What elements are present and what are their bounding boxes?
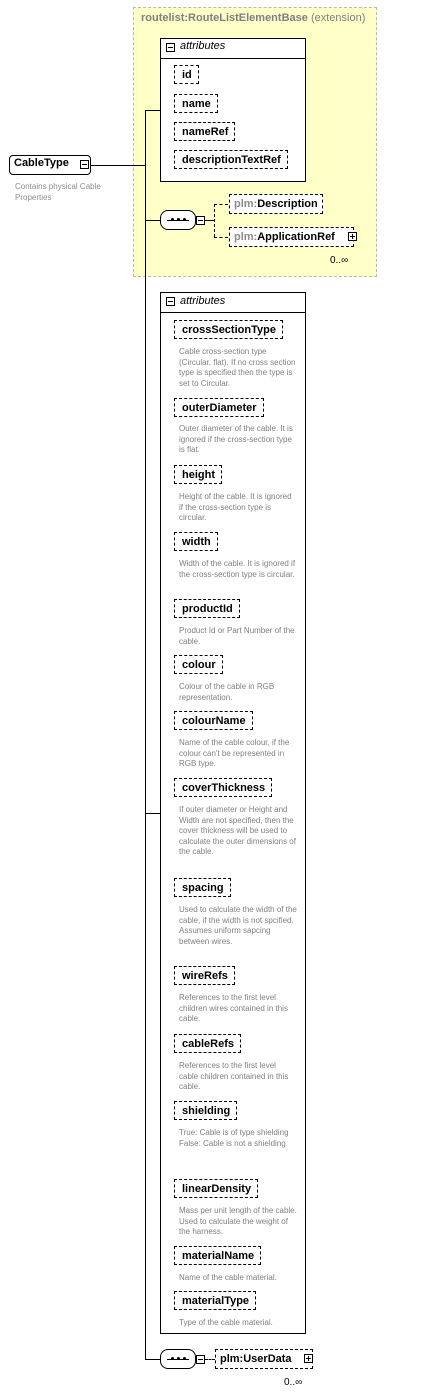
- attribute-descriptiontextref[interactable]: descriptionTextRef: [174, 150, 288, 169]
- attribute-description: Outer diameter of the cable. It is ignored if the cross-section type is flat.: [179, 424, 293, 454]
- connector: [145, 813, 160, 814]
- attribute-wirerefs[interactable]: wireRefs: [174, 966, 235, 985]
- attribute-materialtype[interactable]: materialType: [174, 1291, 256, 1310]
- connector: [145, 220, 160, 221]
- attribute-name[interactable]: name: [174, 94, 218, 113]
- cabletype-element[interactable]: [9, 155, 91, 175]
- attribute-description: Cable cross-section type (Circular, flat). If no cross section type is specified then the type is set to Circular.: [179, 347, 296, 388]
- sequence-compositor: [160, 1349, 196, 1369]
- connector: [205, 1359, 215, 1360]
- attribute-id[interactable]: id: [174, 65, 199, 84]
- header-divider: [160, 58, 306, 59]
- namespace-prefix: plm:: [220, 1353, 244, 1365]
- attribute-productid[interactable]: productId: [174, 599, 240, 618]
- attribute-coverthickness[interactable]: coverThickness: [174, 778, 272, 797]
- attribute-description: Width of the cable. It is ignored if the cross-section type is circular.: [179, 559, 296, 579]
- attribute-crosssectiontype[interactable]: crossSectionType: [174, 320, 283, 339]
- attribute-description: True: Cable is of type shielding False: Cable is not a shielding: [179, 1128, 289, 1148]
- attribute-description: Type of the cable material.: [179, 1318, 273, 1327]
- attributes-header: attributes: [180, 295, 226, 307]
- expand-icon[interactable]: [348, 232, 357, 241]
- header-divider: [160, 312, 306, 313]
- attribute-cablerefs[interactable]: cableRefs: [174, 1034, 241, 1053]
- collapse-icon[interactable]: [166, 297, 175, 306]
- connector: [90, 165, 146, 166]
- attribute-description: Mass per unit length of the cable. Used to calculate the weight of the harness.: [179, 1206, 297, 1236]
- attribute-description: Used to calculate the width of the cable, if the width is not spcified. Assumes uniform sapcing between wires.: [179, 905, 297, 946]
- extension-title: [141, 12, 365, 24]
- element-description[interactable]: [229, 194, 323, 214]
- collapse-icon[interactable]: [166, 43, 175, 52]
- element-name: Description: [257, 198, 318, 210]
- attribute-shielding[interactable]: shielding: [174, 1101, 237, 1120]
- attribute-height[interactable]: height: [174, 465, 222, 484]
- connector: [145, 110, 160, 111]
- attribute-description: If outer diameter or Height and Width are not specified, then the cover thickness will be used to calculate the outer dimensions of the cable.: [179, 805, 296, 856]
- cabletype-description: Contains physical Cable Properties: [15, 182, 101, 202]
- connector: [214, 204, 215, 237]
- connector: [214, 237, 228, 238]
- connector: [214, 204, 228, 205]
- namespace-prefix: plm:: [234, 231, 258, 243]
- cabletype-label: CableType: [14, 157, 69, 169]
- attribute-description: Product Id or Part Number of the cable.: [179, 626, 295, 646]
- attribute-description: Height of the cable. It is ignored if the cross-section type is circular.: [179, 492, 292, 522]
- element-applicationref[interactable]: [229, 227, 354, 247]
- attribute-description: Name of the cable material.: [179, 1273, 277, 1282]
- attribute-materialname[interactable]: materialName: [174, 1246, 261, 1265]
- attribute-nameref[interactable]: nameRef: [174, 122, 235, 141]
- attribute-description: Colour of the cable in RGB representation.: [179, 682, 275, 702]
- attribute-outerdiameter[interactable]: outerDiameter: [174, 398, 264, 417]
- attribute-description: References to the first level children wires contained in this cable.: [179, 993, 288, 1023]
- cardinality: 0..∞: [330, 255, 349, 266]
- attribute-lineardensity[interactable]: linearDensity: [174, 1179, 258, 1198]
- connector: [205, 220, 214, 221]
- cardinality: 0..∞: [284, 1377, 303, 1388]
- namespace-prefix: plm:: [234, 198, 258, 210]
- trunk-line: [145, 110, 146, 1360]
- expand-icon[interactable]: [304, 1354, 313, 1363]
- attribute-description: References to the first level cable children contained in this cable.: [179, 1061, 289, 1091]
- extension-attributes-header: attributes: [180, 40, 226, 52]
- cabletype-collapse-icon[interactable]: [80, 160, 89, 169]
- attribute-spacing[interactable]: spacing: [174, 878, 231, 897]
- attribute-colourname[interactable]: colourName: [174, 711, 253, 730]
- element-name: UserData: [243, 1353, 292, 1365]
- sequence-collapse-icon[interactable]: [196, 1355, 205, 1364]
- sequence-collapse-icon[interactable]: [196, 216, 205, 225]
- element-name: ApplicationRef: [257, 231, 335, 243]
- connector: [145, 1359, 160, 1360]
- extension-type-name: routelist:RouteListElementBase: [141, 12, 308, 24]
- extension-suffix: (extension): [310, 12, 366, 24]
- attribute-width[interactable]: width: [174, 532, 218, 551]
- sequence-compositor: [160, 210, 196, 230]
- element-userdata[interactable]: [215, 1349, 313, 1369]
- attribute-colour[interactable]: colour: [174, 655, 223, 674]
- attribute-description: Name of the cable colour, if the colour can't be represented in RGB type.: [179, 738, 290, 768]
